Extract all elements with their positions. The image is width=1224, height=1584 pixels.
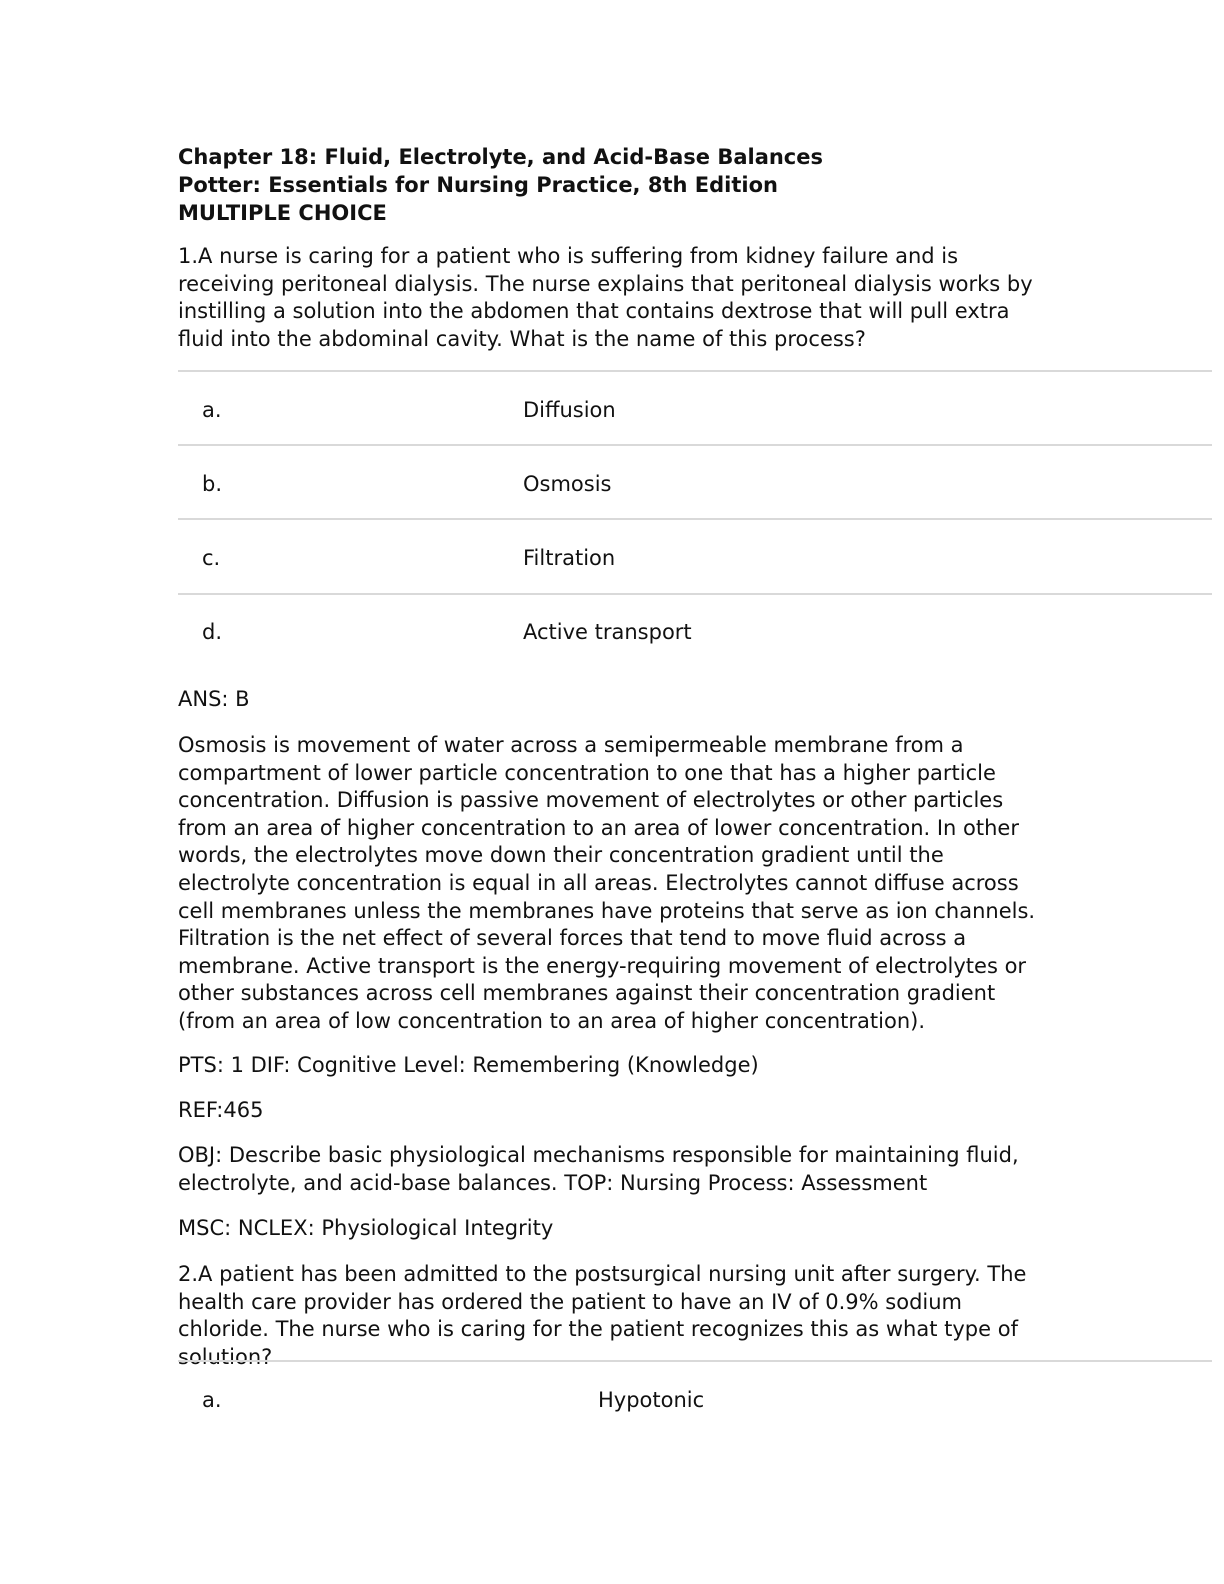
q1-option-d-letter: d. (202, 620, 223, 644)
question-1-stem: 1.A nurse is caring for a patient who is suffering from kidney failure and is receiving peritoneal dialysis. The nurse explains that peritoneal dialysis works by instilling a solution into the abdomen that contains dextrose that will pull extra fluid into the abdominal cavity. What is the name of this process? (178, 244, 1033, 351)
q1-msc: MSC: NCLEX: Physiological Integrity (178, 1216, 554, 1240)
q1-points-difficulty: PTS: 1 DIF: Cognitive Level: Remembering (Knowledge) (178, 1053, 759, 1077)
question-2-stem: 2.A patient has been admitted to the postsurgical nursing unit after surgery. The health care provider has ordered the patient to have an IV of 0.9% sodium chloride. The nurse who is caring for the patient recognizes this as what type of solution? (178, 1262, 1027, 1369)
option-divider (178, 518, 1212, 520)
book-title: Potter: Essentials for Nursing Practice, 8th Edition (178, 173, 778, 197)
q1-option-d-text: Active transport (523, 620, 692, 644)
q2-option-a-text: Hypotonic (598, 1388, 705, 1412)
chapter-title: Chapter 18: Fluid, Electrolyte, and Acid-Base Balances (178, 145, 824, 169)
q1-option-a-letter: a. (202, 398, 222, 422)
q1-objective: OBJ: Describe basic physiological mechanisms responsible for maintaining fluid, electrolyte, and acid-base balances. TOP: Nursing Process: Assessment (178, 1143, 1019, 1195)
q1-option-a-text: Diffusion (523, 398, 616, 422)
q1-option-b-letter: b. (202, 472, 223, 496)
option-divider (178, 444, 1212, 446)
q1-rationale: Osmosis is movement of water across a semipermeable membrane from a compartment of lower particle concentration to one that has a higher particle concentration. Diffusion is passive movement of electrolytes or other particles from an area of higher concentration to an area of lower concentration. In other words, the electrolytes move down their concentration gradient until the electrolyte concentration is equal in all areas. Electrolytes cannot diffuse across cell membranes unless the membranes have proteins that serve as ion channels. Filtration is the net effect of several forces that tend to move fluid across a membrane. Active transport is the energy-requiring movement of electrolytes or other substances across cell membranes against their concentration gradient (from an area of low concentration to an area of higher concentration). (178, 733, 1036, 1033)
section-title: MULTIPLE CHOICE (178, 201, 387, 225)
q2-option-a-letter: a. (202, 1388, 222, 1412)
document-header (178, 143, 823, 227)
q1-option-c-letter: c. (202, 546, 221, 570)
option-divider (178, 370, 1212, 372)
option-divider (178, 593, 1212, 595)
option-divider (178, 1360, 1212, 1362)
q1-answer: ANS: B (178, 687, 250, 711)
q1-option-b-text: Osmosis (523, 472, 612, 496)
q1-reference: REF:465 (178, 1098, 264, 1122)
q1-option-c-text: Filtration (523, 546, 616, 570)
